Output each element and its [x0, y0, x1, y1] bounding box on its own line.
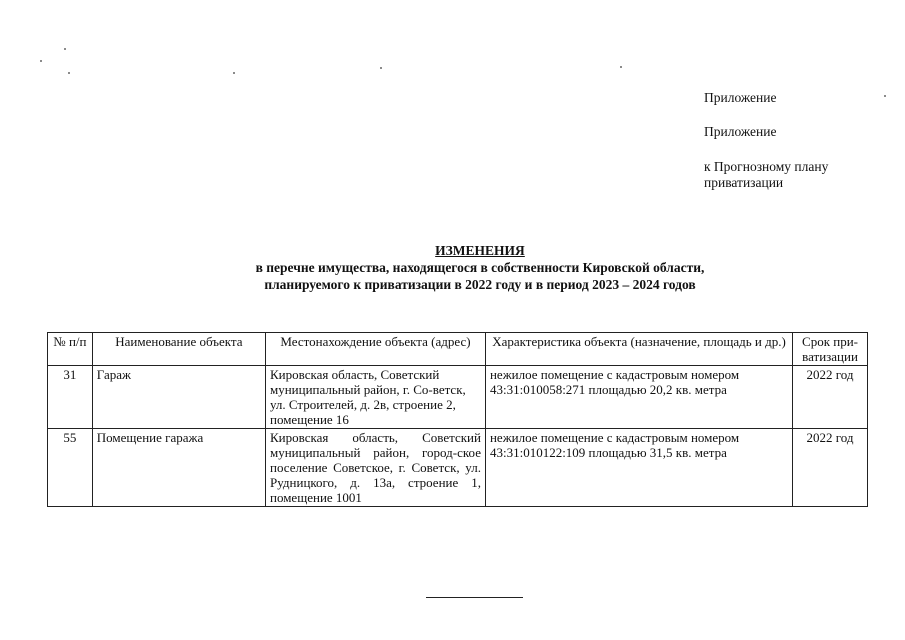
- title-line-2: планируемого к приватизации в 2022 году и в период 2023 – 2024 годов: [264, 277, 696, 292]
- scan-speck: [380, 67, 382, 69]
- cell-term: 2022 год: [793, 429, 868, 507]
- header-characteristics: Характеристика объекта (назначение, площадь и др.): [485, 333, 792, 366]
- table-row: [48, 366, 868, 429]
- cell-characteristics: нежилое помещение с кадастровым номером 43:31:010058:271 площадью 20,2 кв. метра: [485, 366, 792, 429]
- appendix-line-3: к Прогнозному плану приватизации: [704, 159, 829, 190]
- cell-address: Кировская область, Советский муниципальный район, г. Со-ветск, ул. Строителей, д. 2в, строение 2, помещение 16: [266, 366, 486, 429]
- cell-name: Помещение гаража: [92, 429, 265, 507]
- header-address: Местонахождение объекта (адрес): [266, 333, 486, 366]
- header-term: Срок при-ватизации: [793, 333, 868, 366]
- table-header-row: [48, 333, 868, 366]
- cell-num: 31: [48, 366, 93, 429]
- cell-address: Кировская область, Советский муниципальный район, город-ское поселение Советское, г. Советск, ул. Рудницкого, д. 13а, строение 1, помещение 1001: [266, 429, 486, 507]
- scan-speck: [233, 72, 235, 74]
- scan-speck: [68, 72, 70, 74]
- cell-characteristics: нежилое помещение с кадастровым номером 43:31:010122:109 площадью 31,5 кв. метра: [485, 429, 792, 507]
- cell-name: Гараж: [92, 366, 265, 429]
- header-name: Наименование объекта: [92, 333, 265, 366]
- header-num: № п/п: [48, 333, 93, 366]
- title-line-1: в перечне имущества, находящегося в собственности Кировской области,: [255, 260, 705, 275]
- scan-speck: [884, 95, 886, 97]
- appendix-line-2: Приложение: [704, 124, 777, 139]
- scan-speck: [40, 60, 42, 62]
- appendix-line-1: Приложение: [704, 90, 777, 105]
- cell-num: 55: [48, 429, 93, 507]
- cell-term: 2022 год: [793, 366, 868, 429]
- title-heading: ИЗМЕНЕНИЯ: [435, 243, 525, 258]
- scan-speck: [64, 48, 66, 50]
- document-title: [180, 242, 780, 293]
- scan-speck: [620, 66, 622, 68]
- closing-rule: [426, 597, 523, 598]
- property-changes-table: [47, 332, 868, 507]
- table-row: [48, 429, 868, 507]
